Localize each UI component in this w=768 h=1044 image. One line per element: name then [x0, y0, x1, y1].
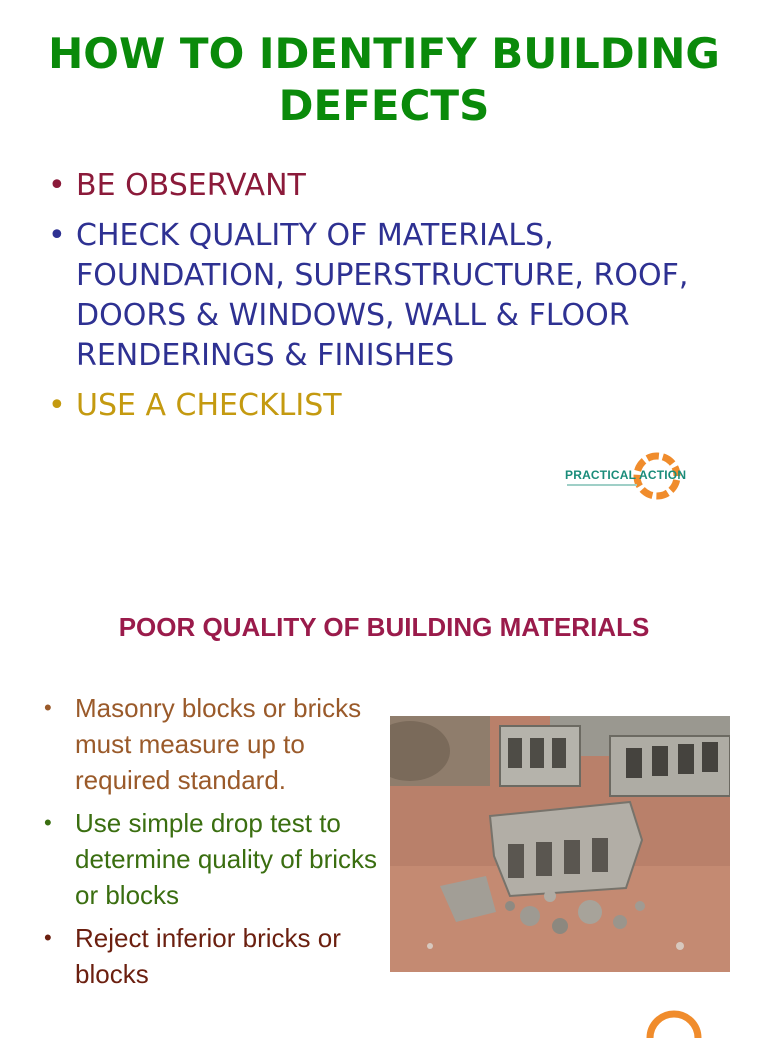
logo-text: PRACTICAL ACTION	[565, 468, 687, 482]
logo-tagline	[567, 484, 637, 486]
bullet-dot-icon: •	[48, 218, 66, 253]
bullet-dot-icon: •	[44, 925, 52, 950]
bullet-dot-icon: •	[48, 168, 66, 203]
broken-blocks-photo	[390, 716, 730, 972]
gear-logo-icon	[644, 1010, 704, 1040]
materials-bullet-list	[44, 690, 384, 999]
defect-checklist	[44, 166, 744, 436]
bullet-item	[44, 166, 744, 206]
practical-action-logo	[565, 450, 685, 506]
bullet-item	[44, 805, 384, 913]
bullet-item	[44, 920, 384, 992]
broken-blocks-image	[390, 716, 730, 972]
bullet-text: USE A CHECKLIST	[76, 388, 342, 423]
bullet-text: Reject inferior bricks or blocks	[75, 923, 341, 989]
bullet-dot-icon: •	[48, 388, 66, 423]
bullet-item	[44, 690, 384, 798]
slide-title: HOW TO IDENTIFY BUILDING DEFECTS	[48, 29, 720, 130]
bullet-text: Masonry blocks or bricks must measure up to required standard.	[75, 693, 362, 795]
bullet-text: CHECK QUALITY OF MATERIALS, FOUNDATION, SUPERSTRUCTURE, ROOF, DOORS & WINDOWS, WALL & FLOOR RENDERINGS & FINISHES	[76, 218, 689, 373]
bullet-item	[44, 386, 744, 426]
bullet-dot-icon: •	[44, 810, 52, 835]
bullet-text: BE OBSERVANT	[76, 168, 306, 203]
bullet-item	[44, 216, 744, 376]
bullet-dot-icon: •	[44, 695, 52, 720]
section-title: POOR QUALITY OF BUILDING MATERIALS	[118, 612, 650, 642]
practical-action-logo-partial	[644, 1010, 704, 1040]
bullet-text: Use simple drop test to determine quality of bricks or blocks	[75, 808, 378, 910]
